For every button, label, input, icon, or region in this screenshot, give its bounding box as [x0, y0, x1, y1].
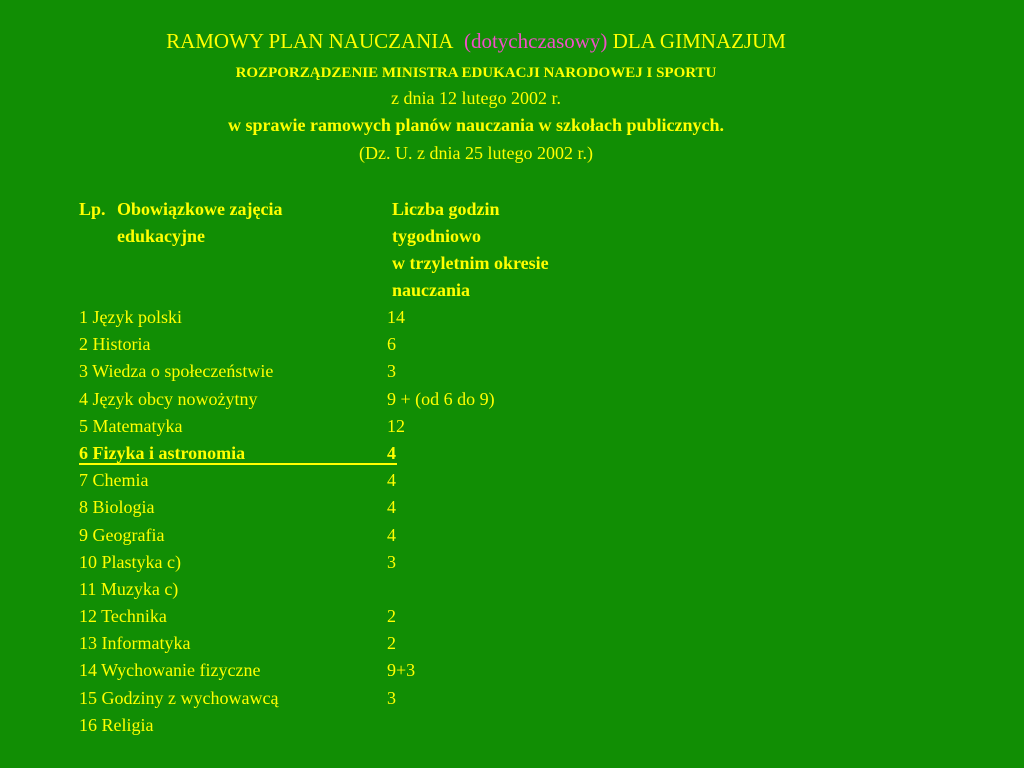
- table-row: [79, 522, 579, 549]
- table-row: [79, 576, 579, 603]
- table-row: [79, 603, 579, 630]
- subject-name: 1 Język polski: [79, 307, 182, 327]
- header-lp: Lp.: [79, 199, 106, 219]
- subject-hours: 2: [387, 606, 396, 627]
- title-part-2: (dotychczasowy): [463, 29, 608, 53]
- subject-hours: 4: [387, 497, 396, 518]
- subject-name: 14 Wychowanie fizyczne: [79, 660, 261, 681]
- header-subject-line-2: edukacyjne: [117, 226, 206, 246]
- subject-name: 11 Muzyka c): [79, 578, 179, 599]
- regulation-date: z dnia 12 lutego 2002 r.: [391, 88, 561, 108]
- subject-name: 15 Godziny z wychowawcą: [79, 687, 279, 708]
- regulation-subject: w sprawie ramowych planów nauczania w szkołach publicznych.: [227, 115, 725, 135]
- table-row: [79, 549, 579, 576]
- table-row: [79, 304, 579, 331]
- subject-hours: 4: [387, 442, 396, 463]
- subject-hours: 4: [387, 524, 396, 545]
- subject-hours: 3: [387, 361, 396, 382]
- table-row: [79, 413, 579, 440]
- subject-hours: 9+3: [387, 660, 416, 681]
- header-hours-line-3: w trzyletnim okresie: [392, 253, 549, 273]
- header-hours-line-2: tygodniowo: [392, 226, 482, 246]
- subject-hours: 6: [387, 334, 396, 355]
- subject-name: 16 Religia: [79, 714, 154, 735]
- subject-hours: 14: [387, 307, 405, 327]
- table-row: [79, 467, 579, 494]
- table-row: [79, 630, 579, 657]
- subject-hours: 12: [387, 415, 405, 436]
- subject-hours: 9 + (od 6 do 9): [387, 388, 495, 409]
- header-hours-line-1: Liczba godzin: [392, 199, 500, 219]
- header-hours: [392, 196, 549, 304]
- subject-name: 3 Wiedza o społeczeństwie: [79, 361, 274, 382]
- journal-reference: (Dz. U. z dnia 25 lutego 2002 r.): [359, 143, 593, 163]
- header-subject: [117, 196, 282, 250]
- table-row: [79, 712, 579, 739]
- subject-name: 12 Technika: [79, 606, 167, 627]
- regulation-title: ROZPORZĄDZENIE MINISTRA EDUKACJI NARODOWEJ I SPORTU: [235, 65, 717, 81]
- subject-hours: 3: [387, 687, 396, 708]
- header-hours-line-4: nauczania: [392, 280, 471, 300]
- table-row: [79, 657, 579, 684]
- subject-name: 8 Biologia: [79, 497, 155, 518]
- highlight-underline: [79, 463, 397, 465]
- table-row-highlighted: [79, 440, 579, 467]
- title-part-1: RAMOWY PLAN NAUCZANIA: [166, 29, 454, 53]
- header-subject-line-1: Obowiązkowe zajęcia: [117, 199, 283, 219]
- subject-hours: 4: [387, 470, 396, 491]
- subject-name: 6 Fizyka i astronomia: [79, 442, 246, 463]
- subject-name: 13 Informatyka: [79, 633, 191, 654]
- subject-hours: 2: [387, 633, 396, 654]
- subject-name: 9 Geografia: [79, 524, 165, 545]
- table-row: [79, 331, 579, 358]
- table-row: [79, 685, 579, 712]
- table-row: [79, 358, 579, 385]
- page-title: [0, 29, 952, 54]
- subject-hours: 3: [387, 551, 396, 572]
- title-part-3: DLA GIMNAZJUM: [612, 29, 786, 53]
- subject-name: 7 Chemia: [79, 470, 149, 491]
- subject-name: 2 Historia: [79, 334, 151, 355]
- subjects-table: [79, 304, 579, 739]
- subject-name: 4 Język obcy nowożytny: [79, 388, 258, 409]
- table-row: [79, 386, 579, 413]
- subject-name: 5 Matematyka: [79, 415, 183, 436]
- table-row: [79, 494, 579, 521]
- subject-name: 10 Plastyka c): [79, 551, 181, 572]
